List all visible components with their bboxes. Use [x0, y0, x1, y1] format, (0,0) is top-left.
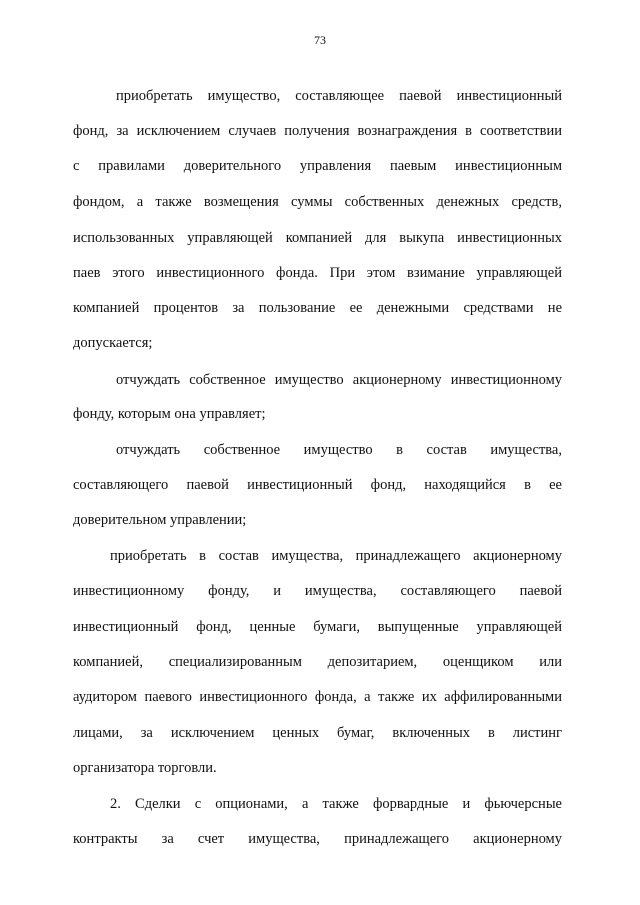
paragraph-5-line-1: 2. Сделки с опционами, а также форвардные и фьючерсные [110, 796, 562, 812]
paragraph-4-line-5: аудитором паевого инвестиционного фонда, а также их аффилированными [73, 689, 562, 705]
paragraph-1-line-6: паев этого инвестиционного фонда. При этом взимание управляющей [73, 265, 562, 281]
paragraph-1-line-8: допускается; [73, 335, 153, 351]
paragraph-1-line-2: фонд, за исключением случаев получения вознаграждения в соответствии [73, 123, 562, 139]
paragraph-1-line-7: компанией процентов за пользование ее денежными средствами не [73, 300, 562, 316]
paragraph-1-line-1: приобретать имущество, составляющее паевой инвестиционный [116, 88, 562, 104]
paragraph-4-line-6: лицами, за исключением ценных бумаг, включенных в листинг [73, 725, 562, 741]
paragraph-3-line-1: отчуждать собственное имущество в состав имущества, [116, 442, 562, 458]
paragraph-4-line-2: инвестиционному фонду, и имущества, составляющего паевой [73, 583, 562, 599]
paragraph-4-line-3: инвестиционный фонд, ценные бумаги, выпущенные управляющей [73, 619, 562, 635]
paragraph-5-line-2: контракты за счет имущества, принадлежащего акционерному [73, 831, 562, 847]
paragraph-4-line-1: приобретать в состав имущества, принадлежащего акционерному [110, 548, 562, 564]
paragraph-1-line-4: фондом, а также возмещения суммы собственных денежных средств, [73, 194, 562, 210]
paragraph-1-line-3: с правилами доверительного управления паевым инвестиционным [73, 158, 562, 174]
paragraph-2-line-2: фонду, которым она управляет; [73, 406, 266, 422]
page-number: 73 [314, 33, 326, 47]
paragraph-3-line-3: доверительном управлении; [73, 512, 247, 528]
paragraph-4-line-4: компанией, специализированным депозитарием, оценщиком или [73, 654, 562, 670]
paragraph-4-line-7: организатора торговли. [73, 760, 217, 776]
paragraph-1-line-5: использованных управляющей компанией для выкупа инвестиционных [73, 230, 562, 246]
paragraph-3-line-2: составляющего паевой инвестиционный фонд, находящийся в ее [73, 477, 562, 493]
paragraph-2-line-1: отчуждать собственное имущество акционерному инвестиционному [116, 372, 562, 388]
